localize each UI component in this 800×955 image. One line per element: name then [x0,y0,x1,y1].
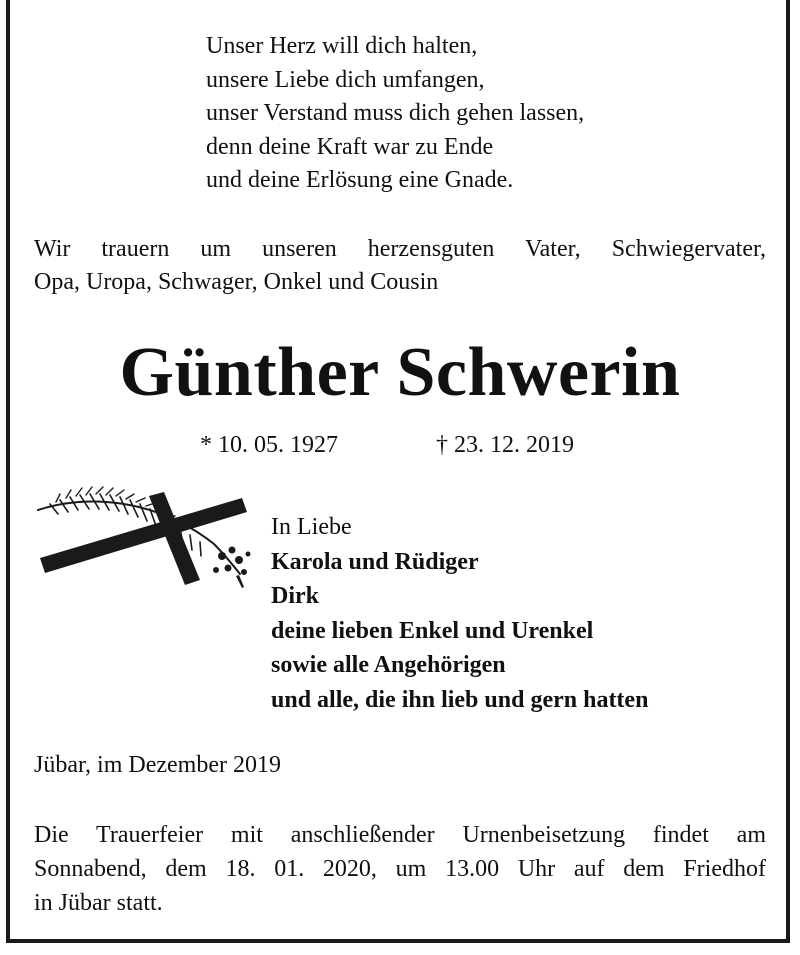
deceased-name: Günther Schwerin [119,334,681,411]
funeral-line: Sonnabend, dem 18. 01. 2020, um 13.00 Uhr auf dem Friedhof [34,856,766,882]
mourning-intro [34,233,766,299]
poem-line: und deine Erlösung eine Gnade. [206,167,514,193]
intro-line: Wir trauern um unseren herzensguten Vater, Schwiegervater, [34,236,766,262]
mourner-line: Dirk [271,583,319,609]
poem-line: unsere Liebe dich umfangen, [206,66,485,93]
birth-date: * 10. 05. 1927 [200,432,338,458]
mourner-line: sowie alle Angehörigen [271,652,506,678]
mourner-line: und alle, die ihn lieb und gern hatten [271,686,649,713]
funeral-info [34,818,766,920]
funeral-line: Die Trauerfeier mit anschließender Urnenbeisetzung findet am [34,822,766,848]
mourner-line: deine lieben Enkel und Urenkel [271,617,594,644]
mourners-signature [271,510,648,717]
death-date: † 23. 12. 2019 [436,432,574,458]
cross-with-palm-branch-icon [36,484,258,594]
mourner-line: Karola und Rüdiger [271,548,479,575]
intro-line: Opa, Uropa, Schwager, Onkel und Cousin [34,269,439,295]
place-and-date: Jübar, im Dezember 2019 [34,752,281,778]
signature-heading: In Liebe [271,514,352,540]
poem-line: denn deine Kraft war zu Ende [206,133,494,160]
funeral-line: in Jübar statt. [34,890,163,916]
poem-verse [206,30,584,198]
poem-line: unser Verstand muss dich gehen lassen, [206,100,585,126]
flower-cluster [213,547,251,589]
poem-line: Unser Herz will dich halten, [206,33,478,59]
